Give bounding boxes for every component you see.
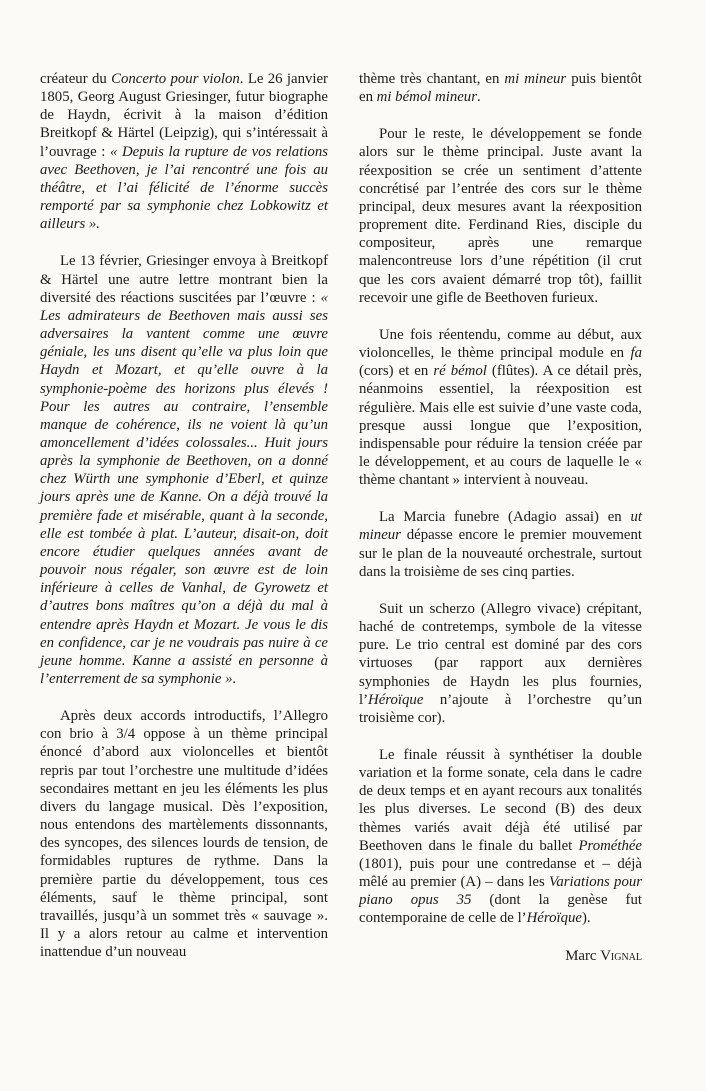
paragraph [359,508,642,581]
text-run: (1801), puis pour une contredanse et – déjà mêlé au premier (A) – dans les [359,855,642,891]
italic-text: « Les admirateurs de Beethoven mais aussi ses adversaires la vantent comme une œuvre géniale, les uns disent qu’elle va plus loin que Haydn et Mozart, et qu’elle ouvre à la symphonie-poème des horizons plus élevés ! Pour les autres au contraire, l’ensemble manque de cohérence, ils ne voient là qu’un amoncellement d’idées colossales... Huit jours après la symphonie de Beethoven, on a donné chez Würth une symphonie d’Eberl, et quinze jours après une de Kanne. On a déjà trouvé la première fade et misérable, quant à la seconde, elle est tombée à plat. L’auteur, disait-on, doit encore étudier quelques années avant de pouvoir nous régaler, son œuvre est de loin inférieure à celles de Vanhal, de Gyrowetz et d’autres bons maîtres qu’on a déjà du mal à entendre après Haydn et Mozart. Je vous le dis en confidence, car je ne voudrais pas nuire à ce jeune homme. Kanne a assisté en personne à l’enterrement de sa symphonie ». [40,289,328,687]
italic-text: ré bémol [433,363,487,380]
italic-text: Concerto pour violon [111,71,240,87]
text-run: (dont la genèse fut contemporaine de celle de l’ [359,892,642,927]
author-signature [359,947,642,965]
paragraph [359,326,642,489]
paragraph [40,252,328,688]
text-run: Le finale réussit à synthétiser la double variation et la forme sonate, cela dans le cadre de deux temps et en ayant recours aux tonalités les plus diverses. Le second (B) des deux thèmes variés avait déjà été utilisé par Beethoven dans le finale du ballet [359,747,642,854]
italic-text: « Depuis la rupture de vos relations avec Beethoven, je l’ai rencontré une fois au théâtre, et l’ai félicité de l’énorme succès remporté par sa symphonie chez Lobkowitz et ailleurs ». [40,143,328,233]
author-first-name: Marc [565,947,597,964]
text-run: puis bientôt en [359,71,642,106]
left-column [40,70,328,980]
italic-text: mi bémol mineur [376,89,477,106]
italic-text: mi mineur [504,71,567,87]
text-run: . [476,89,481,106]
paragraph [359,746,642,928]
italic-text: Prométhée [578,837,642,854]
text-run: Une fois réentendu, comme au début, aux violoncelles, le thème principal module en [359,326,642,362]
text-run: créateur du [40,71,112,87]
text-run: (flûtes). A ce détail près, néanmoins essentiel, la réexposition est régulière. Mais elle est suivie d’une vaste coda, presque aussi longue que l’exposition, indispensable pour réduire la tension créée par le développement, et au cours de laquelle le « thème chantant » intervient à nouveau. [359,363,642,489]
italic-text: Variations pour piano opus 35 [359,874,642,909]
text-run: (cors) et en [359,363,434,380]
text-run: Après deux accords introductifs, l’Allegro con brio à 3/4 oppose à un thème principal énoncé d’abord aux violoncelles et bientôt repris par tout l’orchestre une multitude d’idées secondaires mettant en jeu les éléments les plus divers du langage musical. Dès l’exposition, nous entendons des martèlements dissonnants, des syncopes, des silences lourds de tension, de formidables ruptures de rythme. Dans la première partie du développement, tous ces éléments, sauf le thème principal, sont travaillés, jusqu’à un sommet très « sauvage ». Il y a alors retour au calme et intervention inattendue d’un nouveau [40,708,328,961]
italic-text: ut mineur [359,509,642,544]
author-last-name: Vignal [600,947,642,964]
italic-text: fa [630,345,642,362]
paragraph [359,600,642,727]
text-run: Le 13 février, Griesinger envoya à Breitkopf & Härtel une autre lettre montrant bien la diversité des réactions suscitées par l’œuvre : [40,253,328,306]
text-run: ). [581,910,591,927]
text-run: thème très chantant, en [359,71,505,87]
paragraph [359,70,642,106]
italic-text: Héroïque [526,910,582,927]
text-run: n’ajoute à l’orchestre qu’un troisième cor). [359,691,642,726]
paragraph [40,70,328,233]
text-run: Suit un scherzo (Allegro vivace) crépitant, haché de contretemps, symbole de la vitesse pure. Le trio central est dominé par des cors virtuoses (par rapport aux dernières symphonies de Haydn les plus fournies, l’ [359,600,642,708]
text-run: La Marcia funebre (Adagio assai) en [379,509,631,526]
right-column [359,70,642,965]
text-run: Pour le reste, le développement se fonde alors sur le thème principal. Juste avant la réexposition se crée un sentiment d’attente concrétisé par l’entrée des cors sur le thème principal, deux mesures avant la réexposition proprement dite. Ferdinand Ries, disciple du compositeur, après une remarque malencontreuse lors d’une répétition (il crut que les cors avaient démarré trop tôt), faillit recevoir une gifle de Beethoven furieux. [359,126,642,306]
paragraph [40,707,328,961]
italic-text: Héroïque [368,691,424,708]
text-run: . Le 26 janvier 1805, Georg August Griesinger, futur biographe de Haydn, écrivit à la maison d’édition Breitkopf & Härtel (Leipzig), qui s’intéressait à l’ouvrage : [40,71,328,160]
text-run: dépasse encore le premier mouvement sur le plan de la nouveauté orchestrale, surtout dans la troisième de ses cinq parties. [359,527,642,580]
paragraph [359,125,642,307]
